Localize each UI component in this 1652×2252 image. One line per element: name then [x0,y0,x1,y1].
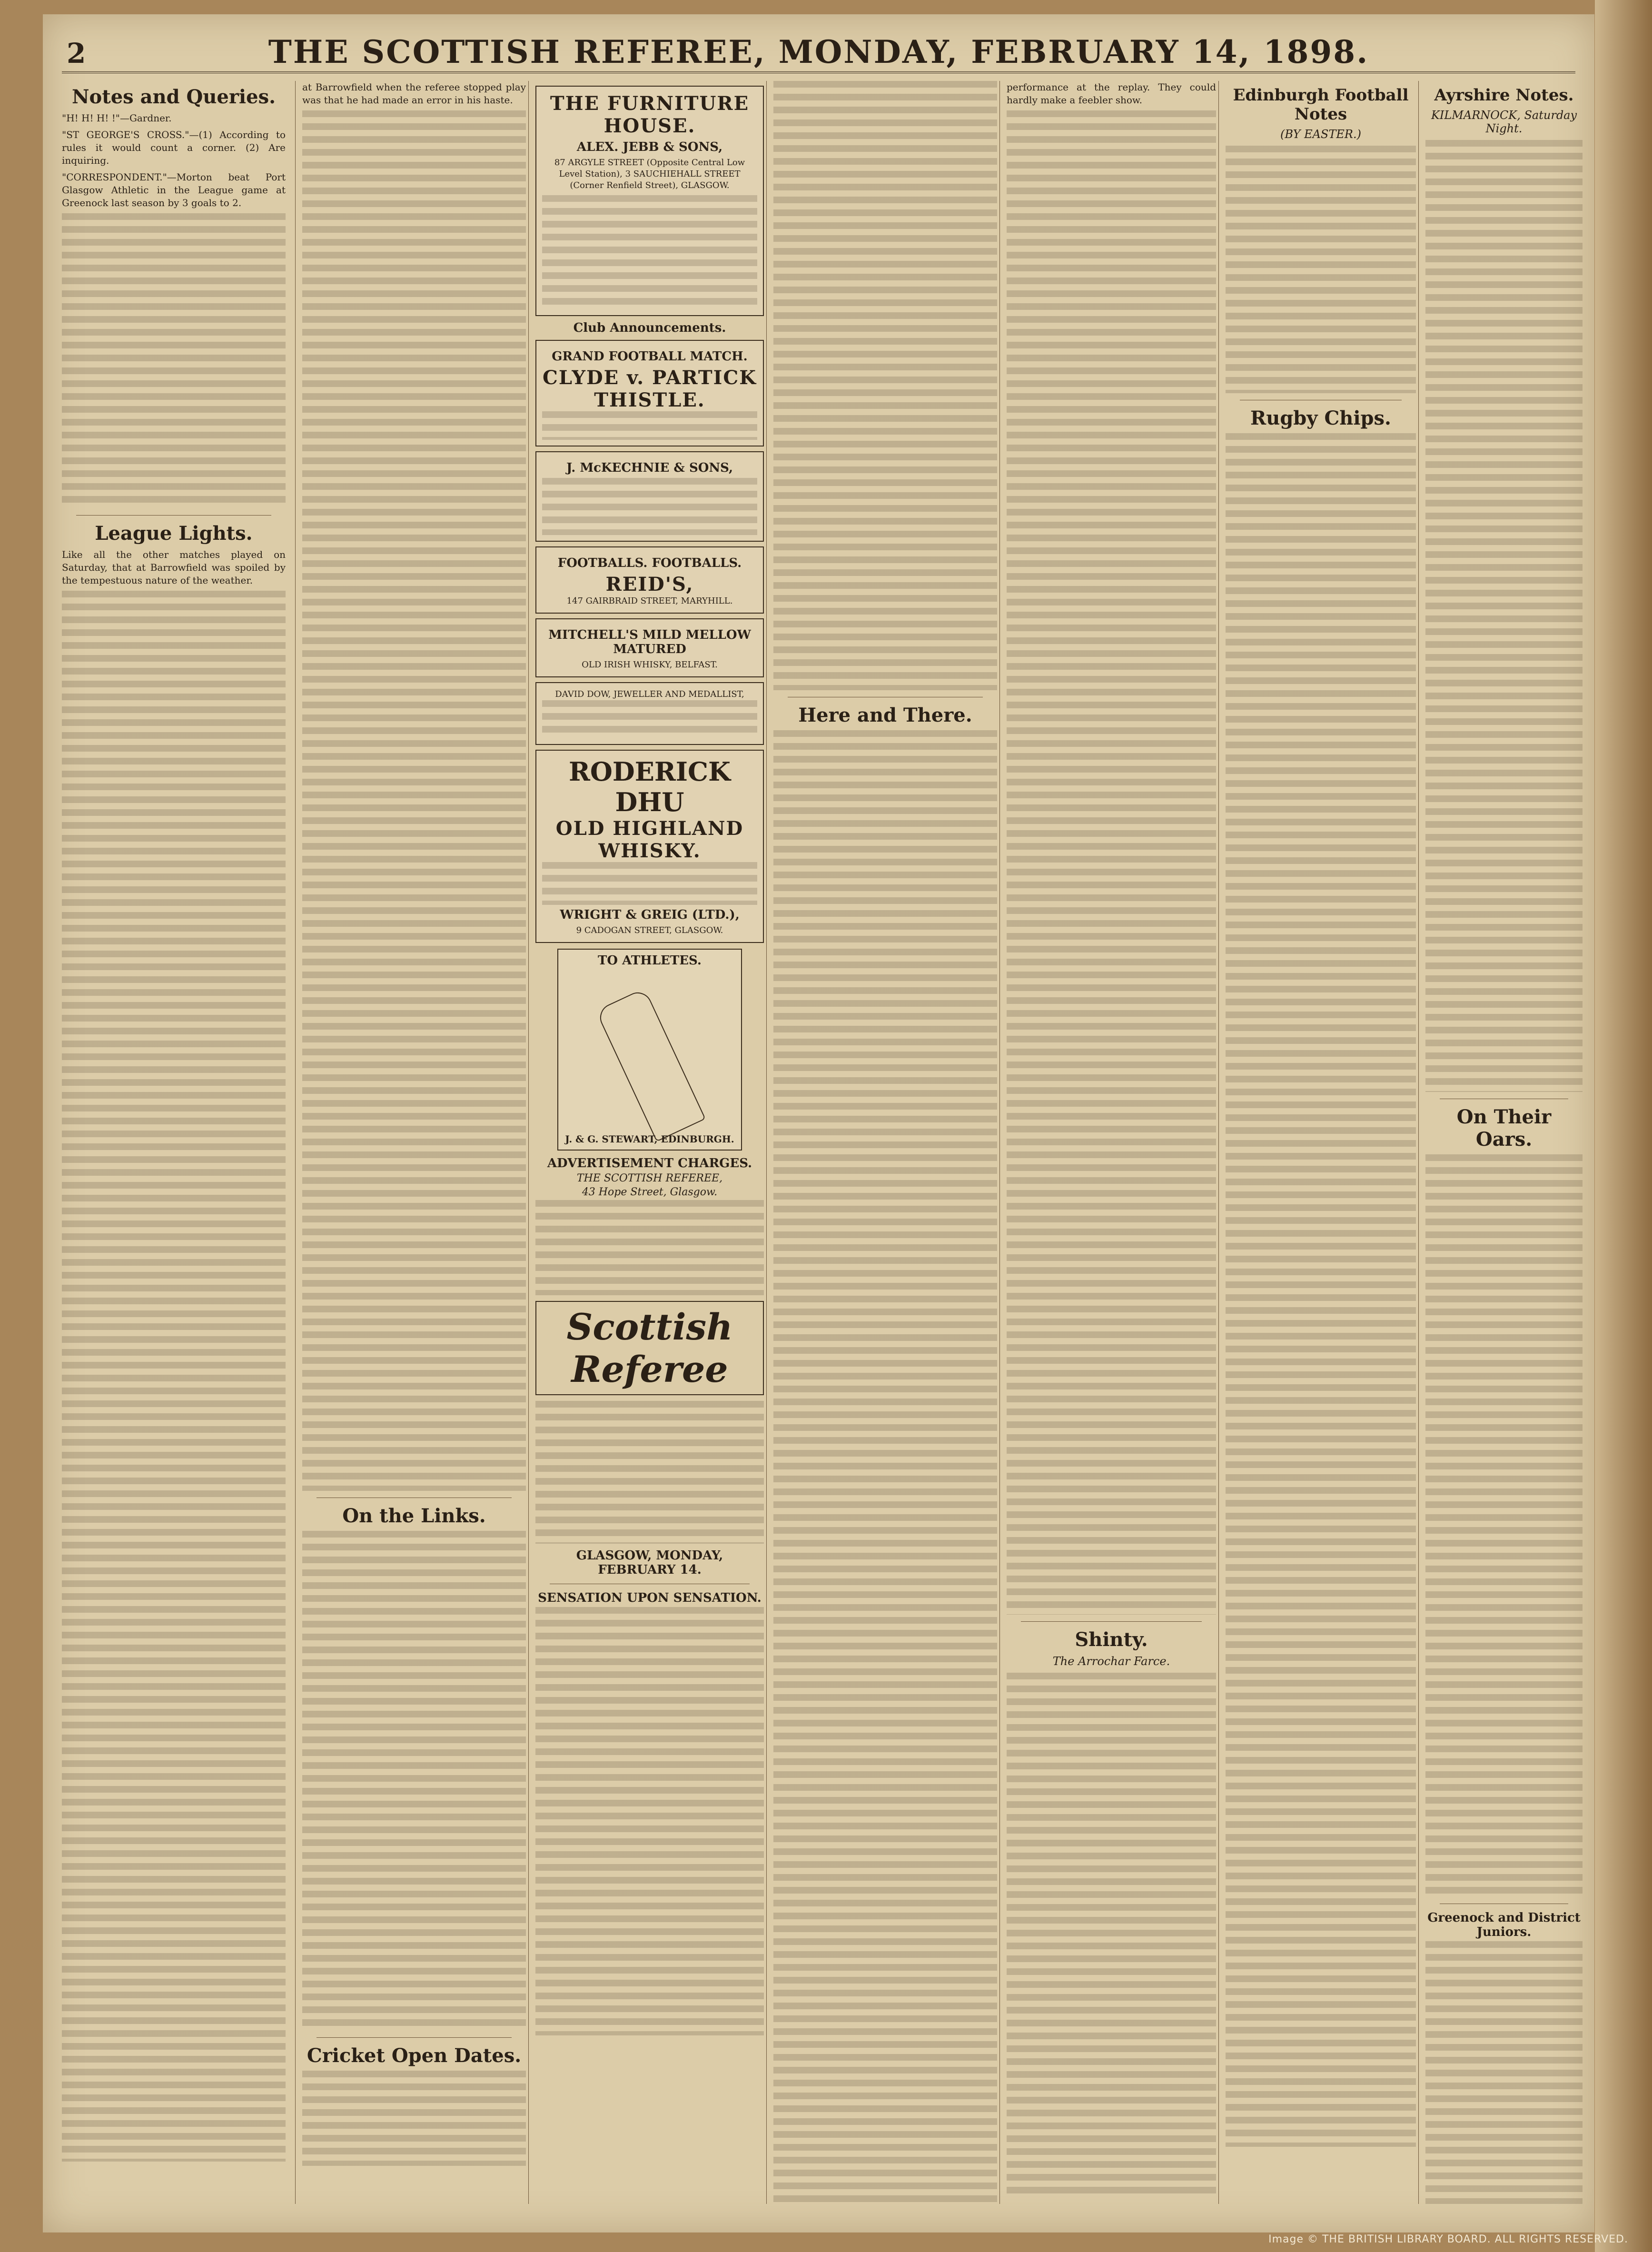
rugby-chips-title: Rugby Chips. [1250,407,1391,429]
page-number: 2 [67,37,86,69]
text-block [1226,146,1416,393]
text-paragraph: Like all the other matches played on Saturday, that at Barrowfield was spoiled by the tempestuous nature of the weather. [62,549,286,586]
shinty-subtitle: The Arrochar Farce. [1052,1655,1170,1668]
whisky-ad: MITCHELL'S MILD MELLOW MATURED OLD IRISH WHISKY, BELFAST. [535,618,764,677]
ayrshire-notes-title: Ayrshire Notes. [1434,86,1574,105]
text-paragraph: at Barrowfield when the referee stopped play was that he had made an error in his haste. [302,81,526,106]
text-paragraph: "CORRESPONDENT."—Morton beat Port Glasgow Athletic in the League game at Greenock last season by 3 goals to 2. [62,171,286,208]
column-6 [1218,81,1416,2204]
stewart-whisky-ad: TO ATHLETES. J. & G. STEWART, EDINBURGH. [557,949,742,1151]
shinty-title: Shinty. [1075,1628,1148,1651]
text-block [535,1607,764,2035]
scottish-referee-masthead: Scottish Referee [535,1301,764,1395]
sensation-title: SENSATION UPON SENSATION. [538,1591,762,1605]
furniture-house-ad: THE FURNITURE HOUSE. ALEX. JEBB & SONS, 87 ARGYLE STREET (Opposite Central Low Level Station), 3 SAUCHIEHALL STREET (Corner Renfield Street), GLASGOW. [535,86,764,316]
image-credit: Image © THE BRITISH LIBRARY BOARD. ALL RIGHTS RESERVED. [1268,2233,1628,2245]
text-block [302,1531,526,2031]
text-block [1226,433,1416,2147]
text-block [535,1200,764,1295]
match-ad: GRAND FOOTBALL MATCH. CLYDE v. PARTICK THISTLE. [535,340,764,446]
text-block [1425,1941,1583,2204]
david-dow-ad: DAVID DOW, JEWELLER AND MEDALLIST, [535,682,764,745]
notes-queries-title: Notes and Queries. [71,86,276,108]
mckechnie-ad: J. McKECHNIE & SONS, [535,451,764,542]
adv-charges-title: ADVERTISEMENT CHARGES. [547,1156,752,1171]
text-block [302,2071,526,2166]
text-block [535,1401,764,1544]
text-block [62,591,286,2162]
ayrshire-dateline: KILMARNOCK, Saturday Night. [1431,109,1577,135]
text-block [1007,1673,1216,2196]
page-header [62,29,1575,73]
text-block [1425,140,1583,1092]
column-1 [62,81,286,2204]
column-7 [1418,81,1583,2204]
league-lights-title: League Lights. [95,522,253,545]
text-block [302,110,526,1491]
on-their-oars-title: On Their Oars. [1456,1106,1552,1151]
text-paragraph: "H! H! H! !"—Gardner. [62,112,172,124]
text-paragraph: "ST GEORGE'S CROSS."—(1) According to rules it would count a corner. (2) Are inquiring. [62,129,286,166]
text-block [773,730,997,2204]
page-title: THE SCOTTISH REFEREE, MONDAY, FEBRUARY 14, 1898. [268,33,1369,70]
footballs-ad: FOOTBALLS. FOOTBALLS. REID'S, 147 GAIRBRAID STREET, MARYHILL. [535,546,764,614]
column-2 [295,81,526,2204]
text-block [1425,1154,1583,1897]
column-4 [766,81,997,2204]
links-title: On the Links. [342,1505,486,1527]
column-3: THE FURNITURE HOUSE. ALEX. JEBB & SONS, 87 ARGYLE STREET (Opposite Central Low Level Station), 3 SAUCHIEHALL STREET (Corner Renfield Street), GLASGOW. Club Announcements. GRAND FOOTBALL MATCH. CLYDE v. PARTICK THISTLE. J. McKECHNIE & SONS, FOOTBALLS. FOOTBALLS. REID'S, 147 GAIRBRAID STREET, MARYHILL. MITCHELL'S MILD MELLOW MATURED OLD IRISH WHISKY, BELFAST. DAVID DOW, JEWELLER AND MEDALLIST, RODERICK DHU OLD HIGHLAND WHISKY. WRIGHT & GREIG (LTD.), 9 CADOGAN STREET, GLASGOW. TO ATHLETES. J. & G. STEWART, EDINBURGH. ADVERTISEMENT CHARGES. THE SCOTTISH REFEREE, 43 Hope Street, Glasgow. Scottish Referee GLASGOW, MONDAY, FEBRUARY 14. SENSATION UPON SENSATION. [528,81,764,2204]
club-announcements-title: Club Announcements. [573,321,726,335]
edinburgh-byline: (BY EASTER.) [1280,128,1361,141]
here-there-title: Here and There. [798,704,972,726]
edinburgh-notes-title: Edinburgh Football Notes [1233,86,1409,124]
text-block [1007,110,1216,1615]
column-5 [999,81,1216,2204]
roderick-dhu-ad: RODERICK DHU OLD HIGHLAND WHISKY. WRIGHT & GREIG (LTD.), 9 CADOGAN STREET, GLASGOW. [535,750,764,943]
text-block [62,213,286,508]
adjacent-page-edge [1595,0,1652,2252]
greenock-juniors-title: Greenock and District Juniors. [1427,1911,1581,1939]
text-paragraph: performance at the replay. They could hardly make a feebler show. [1007,81,1216,106]
bottle-illustration [595,988,706,1142]
newspaper-page [43,14,1594,2232]
text-block [773,81,997,690]
dateline: GLASGOW, MONDAY, FEBRUARY 14. [576,1548,723,1577]
cricket-dates-title: Cricket Open Dates. [307,2044,522,2067]
